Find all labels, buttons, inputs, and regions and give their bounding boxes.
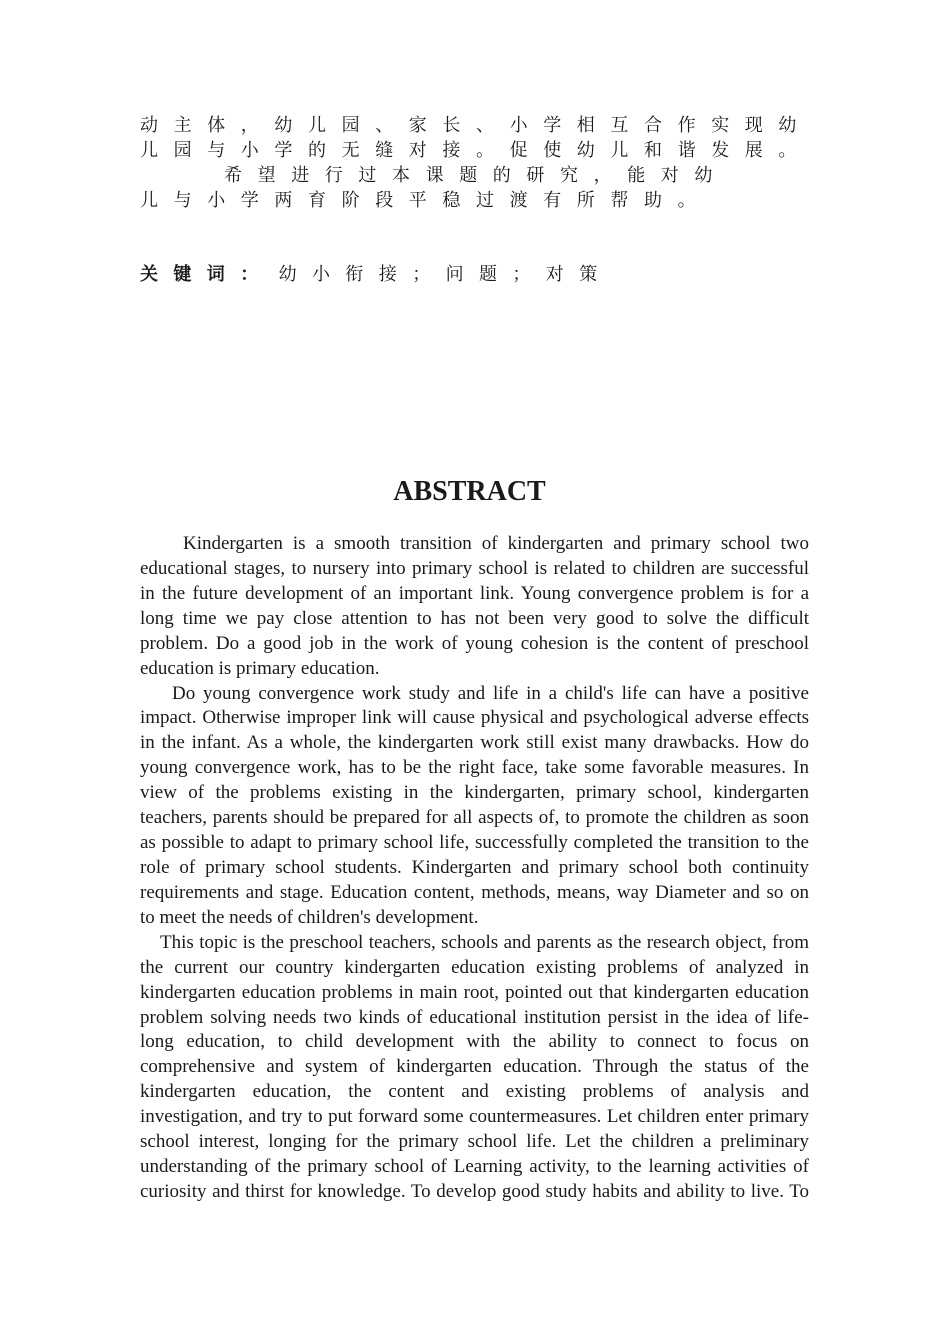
abstract-line: kindergarten education problems in main root, pointed out that kindergarten education	[140, 981, 809, 1003]
abstract-line: view of the problems existing in the kindergarten, primary school, kindergarten	[140, 782, 809, 804]
abstract-line: school interest, longing for the primary school life. Let the children a preliminary	[140, 1131, 809, 1153]
abstract-line: Kindergarten is a smooth transition of kindergarten and primary school two	[183, 533, 809, 554]
abstract-paragraph	[140, 532, 809, 682]
abstract-line: in the infant. As a whole, the kindergarten work still exist many drawbacks. How do	[140, 732, 809, 754]
abstract-title: ABSTRACT	[393, 476, 546, 507]
abstract-line: kindergarten education, the content and existing problems of analysis and	[140, 1081, 809, 1103]
abstract-line: teachers, parents should be prepared for all aspects of, to promote the children as soon	[140, 807, 809, 829]
chinese-summary-line: 希望进行过本课题的研究，能对幼	[224, 165, 728, 185]
keywords-value: 幼小衔接；问题；对策	[278, 264, 613, 284]
abstract-line: the current our country kindergarten education existing problems of analyzed in	[140, 956, 809, 978]
abstract-line: understanding of the primary school of Learning activity, to the learning activities of	[140, 1156, 809, 1178]
abstract-line: long education, to child development with the ability to connect to focus on	[140, 1031, 809, 1053]
abstract-line: as possible to adapt to primary school life, successfully completed the transition to the	[140, 832, 809, 854]
abstract-line: young convergence work, has to be the right face, take some favorable measures. In	[140, 757, 809, 779]
abstract-line: problem solving needs two kinds of educational institution persist in the idea of life-	[140, 1006, 809, 1028]
abstract-line: education is primary education.	[140, 657, 380, 679]
abstract-line: in the future development of an important link. Young convergence problem is for a	[140, 582, 809, 604]
abstract-paragraph	[140, 931, 809, 1205]
abstract-line: comprehensive and system of kindergarten education. Through the status of the	[140, 1056, 809, 1078]
chinese-summary-line: 儿与小学两育阶段平稳过渡有所帮助。	[140, 190, 712, 210]
abstract-line: investigation, and try to put forward some countermeasures. Let children enter primary	[140, 1106, 809, 1128]
abstract-line: educational stages, to nursery into primary school is related to children are successful	[140, 557, 809, 579]
abstract-body	[140, 532, 809, 1205]
keywords-label: 关键词：	[140, 264, 274, 284]
abstract-paragraph	[140, 682, 809, 931]
abstract-line: curiosity and thirst for knowledge. To develop good study habits and ability to live. To	[140, 1180, 809, 1202]
chinese-summary	[140, 113, 812, 213]
abstract-line: problem. Do a good job in the work of young cohesion is the content of preschool	[140, 632, 809, 654]
keywords	[140, 262, 613, 287]
abstract-line: requirements and stage. Education content, methods, means, way Diameter and so on	[140, 881, 809, 903]
abstract-line: to meet the needs of children's development.	[140, 906, 479, 928]
abstract-line: long time we pay close attention to has not been very good to solve the difficult	[140, 607, 809, 629]
abstract-line: This topic is the preschool teachers, schools and parents as the research object, from	[160, 931, 809, 953]
chinese-summary-line: 儿园与小学的无缝对接。促使幼儿和谐发展。	[140, 140, 812, 160]
abstract-line: impact. Otherwise improper link will cause physical and psychological adverse effects	[140, 707, 809, 729]
abstract-line: role of primary school students. Kindergarten and primary school both continuity	[140, 856, 809, 878]
abstract-line: Do young convergence work study and life in a child's life can have a positive	[172, 682, 809, 704]
chinese-summary-line: 动主体，幼儿园、家长、小学相互合作实现幼	[140, 115, 812, 135]
